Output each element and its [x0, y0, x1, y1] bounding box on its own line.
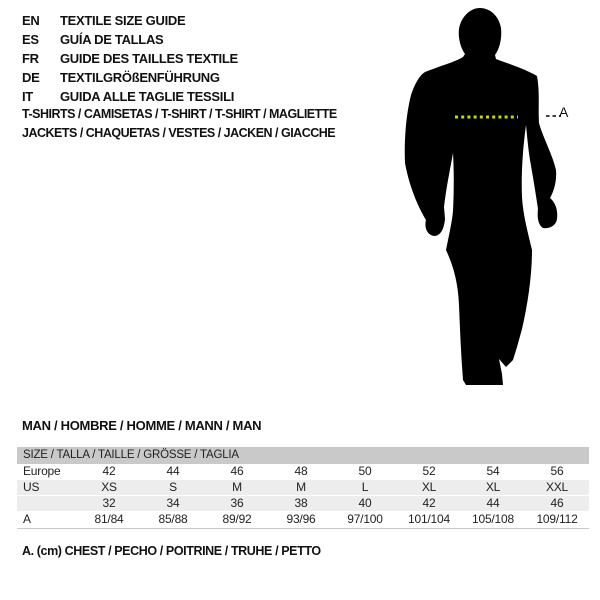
row-label: A	[23, 512, 31, 526]
size-cell: 89/92	[222, 512, 252, 526]
size-cell: 109/112	[536, 512, 578, 526]
size-cell: S	[169, 480, 177, 494]
size-cell: 52	[422, 464, 436, 478]
language-row	[22, 30, 238, 49]
table-row	[17, 512, 589, 528]
language-code: ES	[22, 32, 39, 47]
size-table-header: SIZE / TALLA / TAILLE / GRÖSSE / TAGLIA	[17, 447, 589, 464]
size-cell: 56	[550, 464, 564, 478]
guide-title: GUIDE DES TAILLES TEXTILE	[60, 51, 238, 66]
size-cell: XL	[421, 480, 437, 494]
size-cell: 54	[486, 464, 500, 478]
row-label: Europe	[23, 464, 61, 478]
language-list	[22, 11, 238, 106]
table-row	[17, 464, 589, 480]
size-table	[17, 447, 589, 529]
size-cell: 105/108	[472, 512, 514, 526]
language-row	[22, 87, 238, 106]
size-cell: 36	[230, 496, 244, 510]
category-line: T-SHIRTS / CAMISETAS / T-SHIRT / T-SHIRT / MAGLIETTE	[22, 107, 337, 121]
size-cell: XL	[485, 480, 501, 494]
size-cell: 46	[230, 464, 244, 478]
section-title: MAN / HOMBRE / HOMME / MANN / MAN	[22, 418, 262, 433]
size-cell: 44	[486, 496, 500, 510]
guide-title: TEXTILGRÖßENFÜHRUNG	[60, 70, 220, 85]
size-cell: 81/84	[94, 512, 124, 526]
size-table-body	[17, 464, 589, 528]
size-cell: 42	[422, 496, 436, 510]
language-code: IT	[22, 89, 33, 104]
size-cell: 48	[294, 464, 308, 478]
size-cell: 50	[358, 464, 372, 478]
man-silhouette	[405, 8, 557, 385]
size-cell: M	[296, 480, 306, 494]
measurement-label-a: A	[559, 104, 569, 120]
footnote: A. (cm) CHEST / PECHO / POITRINE / TRUHE / PETTO	[22, 544, 321, 558]
language-code: DE	[22, 70, 40, 85]
size-cell: XXL	[545, 480, 569, 494]
size-cell: L	[361, 480, 369, 494]
size-cell: 85/88	[158, 512, 188, 526]
size-cell: 46	[550, 496, 564, 510]
language-row	[22, 11, 238, 30]
table-row	[17, 496, 589, 512]
size-cell: 32	[102, 496, 116, 510]
size-cell: 44	[166, 464, 180, 478]
guide-title: TEXTILE SIZE GUIDE	[60, 13, 186, 28]
row-label: US	[23, 480, 40, 494]
size-cell: 40	[358, 496, 372, 510]
size-cell: 101/104	[408, 512, 450, 526]
row-label	[17, 496, 77, 511]
language-row	[22, 68, 238, 87]
size-cell: XS	[101, 480, 117, 494]
category-list	[22, 105, 337, 143]
language-code: EN	[22, 13, 40, 28]
size-cell: 34	[166, 496, 180, 510]
size-cell: M	[232, 480, 242, 494]
figure-wrap	[400, 5, 570, 395]
size-cell: 38	[294, 496, 308, 510]
language-row	[22, 49, 238, 68]
category-line: JACKETS / CHAQUETAS / VESTES / JACKEN / GIACCHE	[22, 126, 336, 140]
size-cell: 93/96	[286, 512, 316, 526]
language-code: FR	[22, 51, 39, 66]
guide-title: GUÍA DE TALLAS	[60, 32, 164, 47]
man-silhouette-figure	[400, 5, 570, 395]
guide-title: GUIDA ALLE TAGLIE TESSILI	[60, 89, 235, 104]
size-cell: 97/100	[347, 512, 383, 526]
table-row	[17, 480, 589, 496]
size-cell: 42	[102, 464, 116, 478]
